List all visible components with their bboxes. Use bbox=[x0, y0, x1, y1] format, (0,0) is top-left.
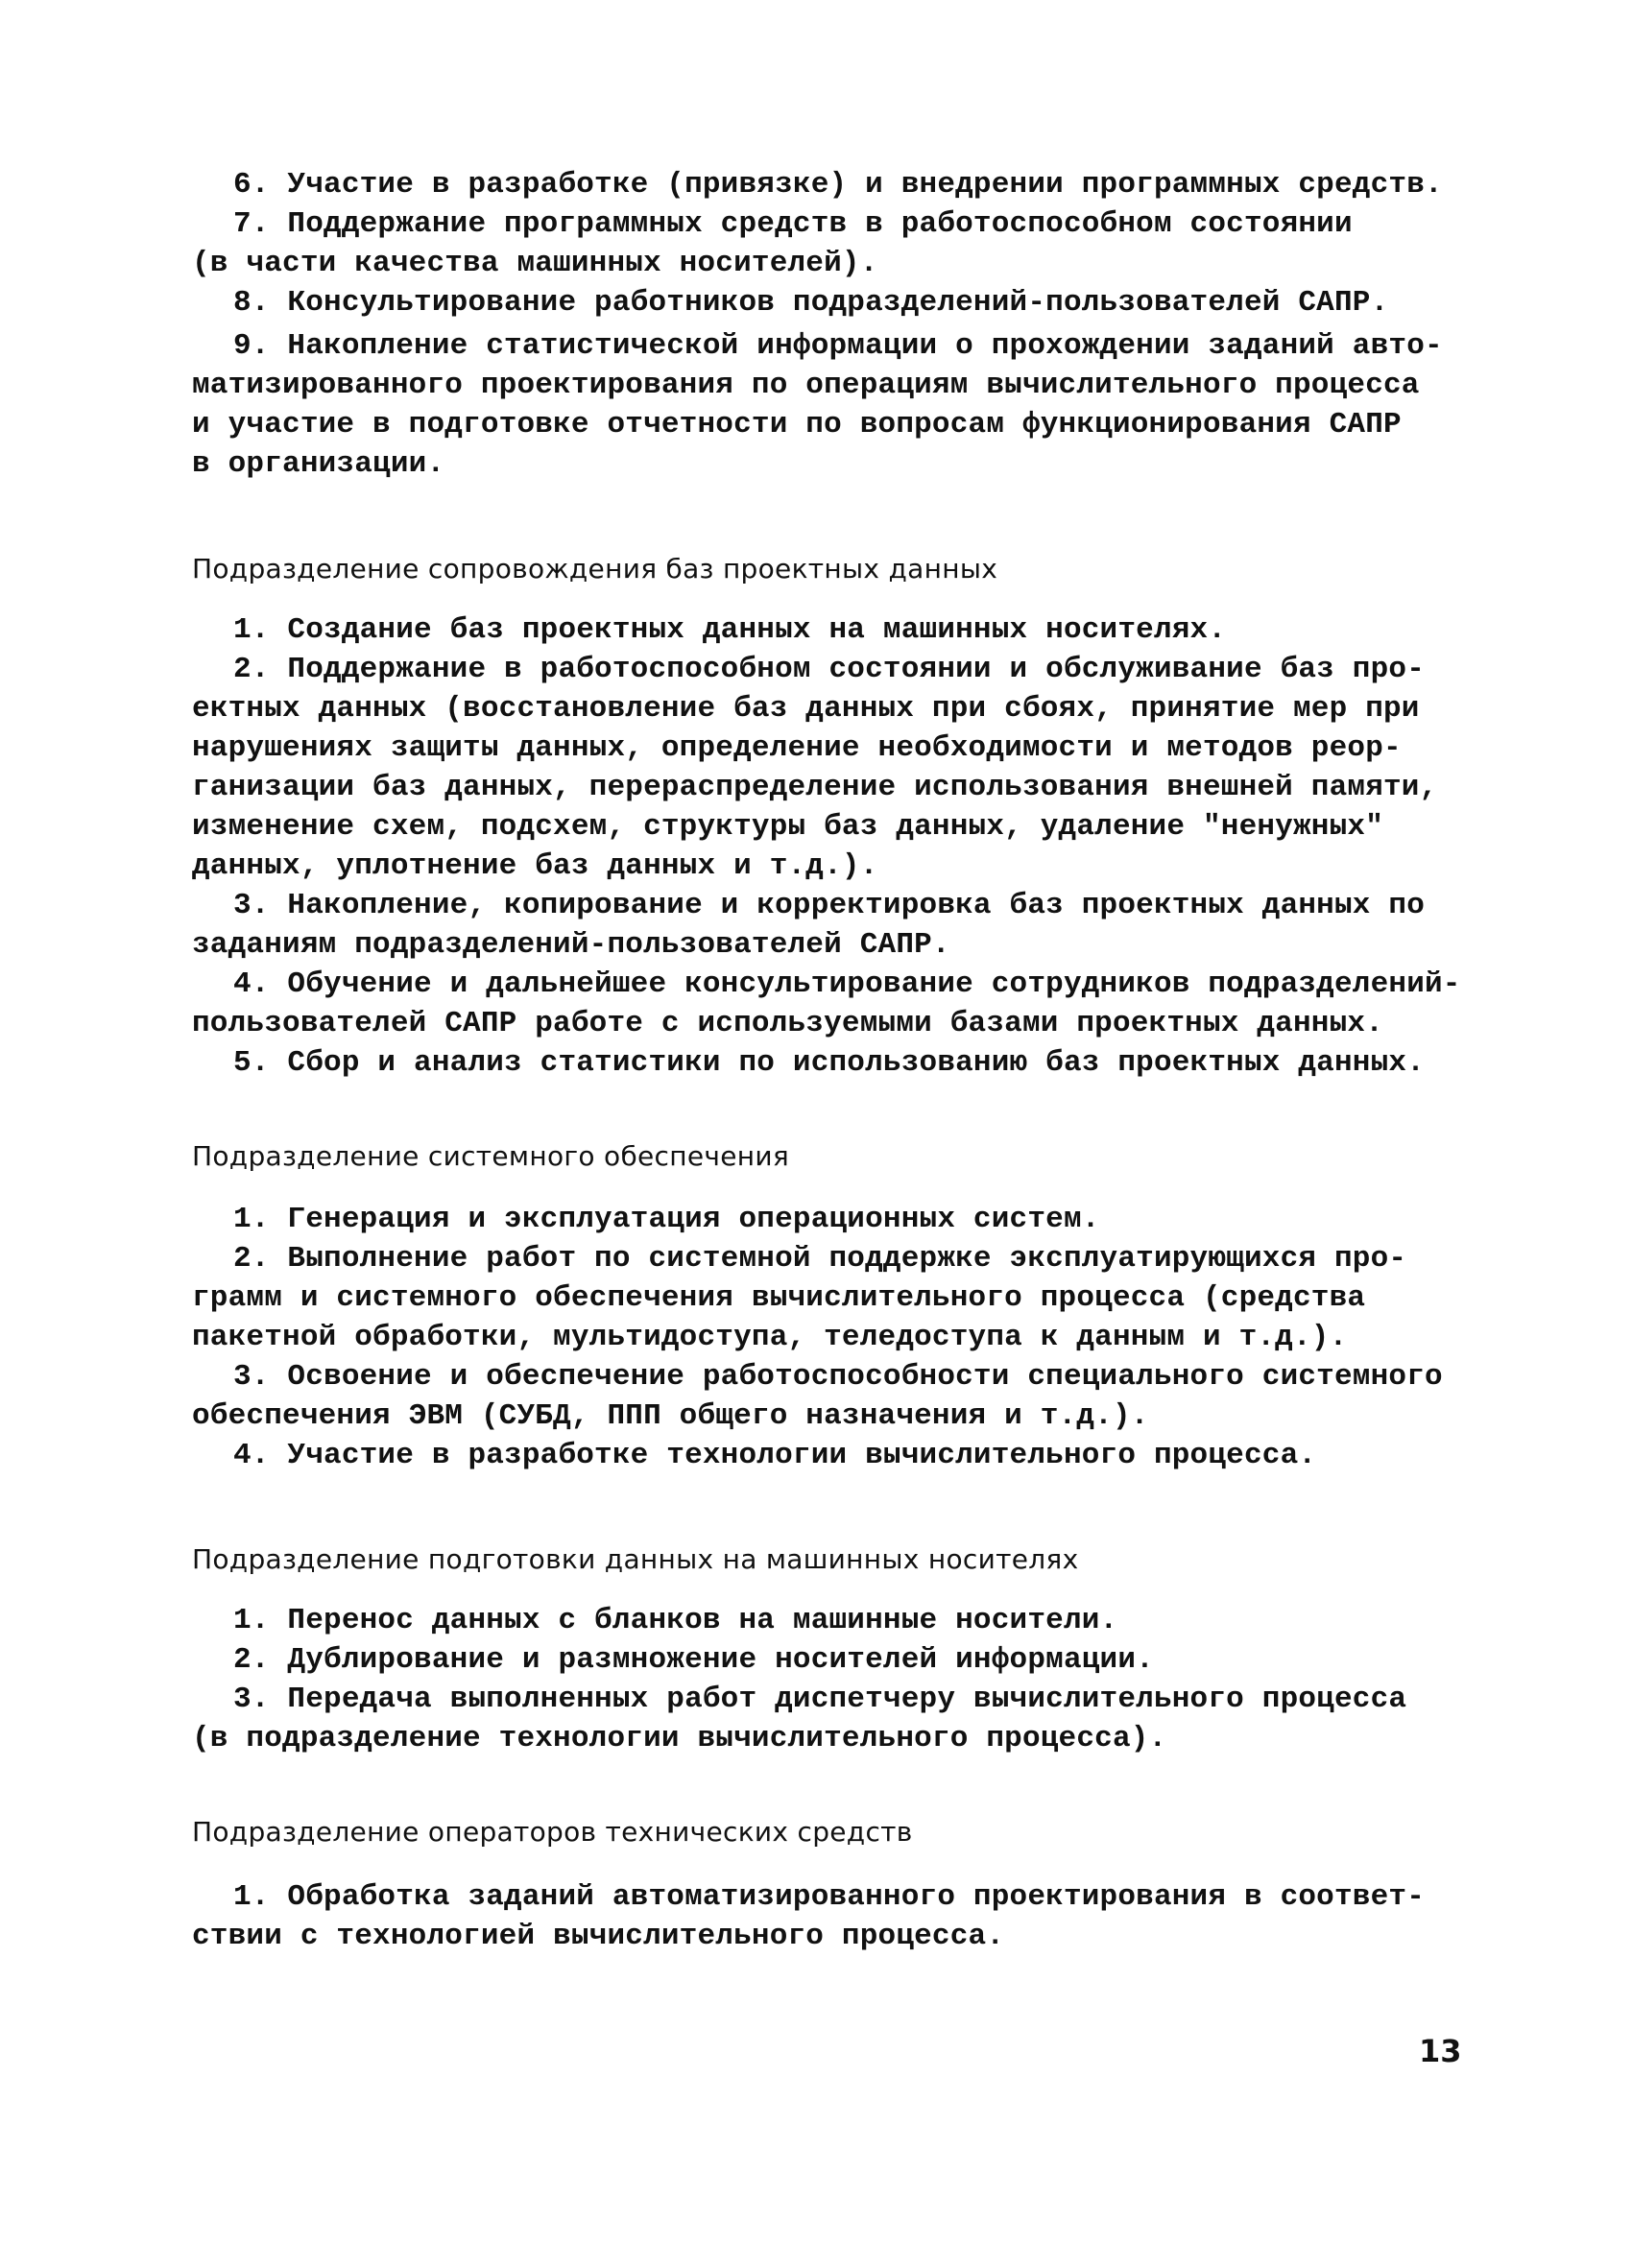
list-item: 4. Обучение и дальнейшее консультирование сотрудников подразделений- bbox=[233, 967, 1461, 1001]
list-item-continuation: (в части качества машинных носителей). bbox=[192, 247, 878, 280]
list-item: 1. Создание баз проектных данных на машинных носителях. bbox=[233, 613, 1227, 647]
list-item: 7. Поддержание программных средств в работоспособном состоянии bbox=[233, 207, 1353, 241]
section-data-preparation-list bbox=[192, 1601, 1498, 1758]
list-item-continuation: (в подразделение технологии вычислительного процесса). bbox=[192, 1722, 1167, 1755]
section-heading: Подразделение сопровождения баз проектных данных bbox=[192, 553, 998, 585]
list-item: 1. Генерация и эксплуатация операционных систем. bbox=[233, 1203, 1100, 1236]
list-item: 3. Накопление, копирование и корректировка баз проектных данных по bbox=[233, 889, 1425, 922]
list-item-continuation: ствии с технологией вычислительного процесса. bbox=[192, 1920, 1005, 1953]
list-item-continuation: пользователей САПР работе с используемыми базами проектных данных. bbox=[192, 1007, 1383, 1040]
list-item-continuation: пакетной обработки, мультидоступа, теледоступа к данным и т.д.). bbox=[192, 1321, 1348, 1354]
section-design-databases bbox=[192, 549, 1498, 588]
section-hardware-operators-list bbox=[192, 1877, 1498, 1956]
list-item-continuation: матизированного проектирования по операциям вычислительного процесса bbox=[192, 369, 1420, 402]
list-item-continuation: изменение схем, подсхем, структуры баз данных, удаление "ненужных" bbox=[192, 810, 1383, 844]
section-heading: Подразделение системного обеспечения bbox=[192, 1140, 790, 1172]
list-item: 3. Освоение и обеспечение работоспособности специального системного bbox=[233, 1360, 1443, 1394]
intro-list bbox=[192, 165, 1498, 484]
list-item-continuation: ектных данных (восстановление баз данных при сбоях, принятие мер при bbox=[192, 692, 1420, 726]
list-item-continuation: в организации. bbox=[192, 447, 445, 481]
list-item: 1. Обработка заданий автоматизированного проектирования в соответ- bbox=[233, 1880, 1425, 1914]
section-data-preparation bbox=[192, 1540, 1498, 1579]
list-item: 6. Участие в разработке (привязке) и внедрении программных средств. bbox=[233, 168, 1443, 202]
list-item: 5. Сбор и анализ статистики по использованию баз проектных данных. bbox=[233, 1046, 1425, 1080]
page-number: 13 bbox=[1419, 2033, 1462, 2069]
list-item: 2. Выполнение работ по системной поддержке эксплуатирующихся про- bbox=[233, 1242, 1407, 1276]
section-system-software bbox=[192, 1136, 1498, 1176]
list-item-continuation: заданиям подразделений-пользователей САПР. bbox=[192, 928, 950, 962]
section-heading: Подразделение операторов технических средств bbox=[192, 1816, 913, 1848]
section-system-software-list bbox=[192, 1200, 1498, 1475]
section-design-databases-list bbox=[192, 610, 1498, 1083]
list-item-continuation: ганизации баз данных, перераспределение использования внешней памяти, bbox=[192, 771, 1438, 804]
list-item: 2. Дублирование и размножение носителей информации. bbox=[233, 1643, 1154, 1677]
list-item: 8. Консультирование работников подразделений-пользователей САПР. bbox=[233, 286, 1389, 320]
list-item-continuation: грамм и системного обеспечения вычислительного процесса (средства bbox=[192, 1281, 1366, 1315]
list-item-continuation: обеспечения ЭВМ (СУБД, ППП общего назначения и т.д.). bbox=[192, 1399, 1149, 1433]
list-item: 9. Накопление статистической информации о прохождении заданий авто- bbox=[233, 329, 1443, 363]
list-item-continuation: нарушениях защиты данных, определение необходимости и методов реор- bbox=[192, 731, 1402, 765]
section-heading: Подразделение подготовки данных на машинных носителях bbox=[192, 1543, 1079, 1575]
section-hardware-operators bbox=[192, 1812, 1498, 1851]
list-item: 1. Перенос данных с бланков на машинные носители. bbox=[233, 1604, 1118, 1637]
list-item: 3. Передача выполненных работ диспетчеру вычислительного процесса bbox=[233, 1683, 1407, 1716]
list-item: 4. Участие в разработке технологии вычислительного процесса. bbox=[233, 1439, 1317, 1472]
list-item: 2. Поддержание в работоспособном состоянии и обслуживание баз про- bbox=[233, 653, 1425, 686]
list-item-continuation: и участие в подготовке отчетности по вопросам функционирования САПР bbox=[192, 408, 1402, 442]
list-item-continuation: данных, уплотнение баз данных и т.д.). bbox=[192, 849, 878, 883]
